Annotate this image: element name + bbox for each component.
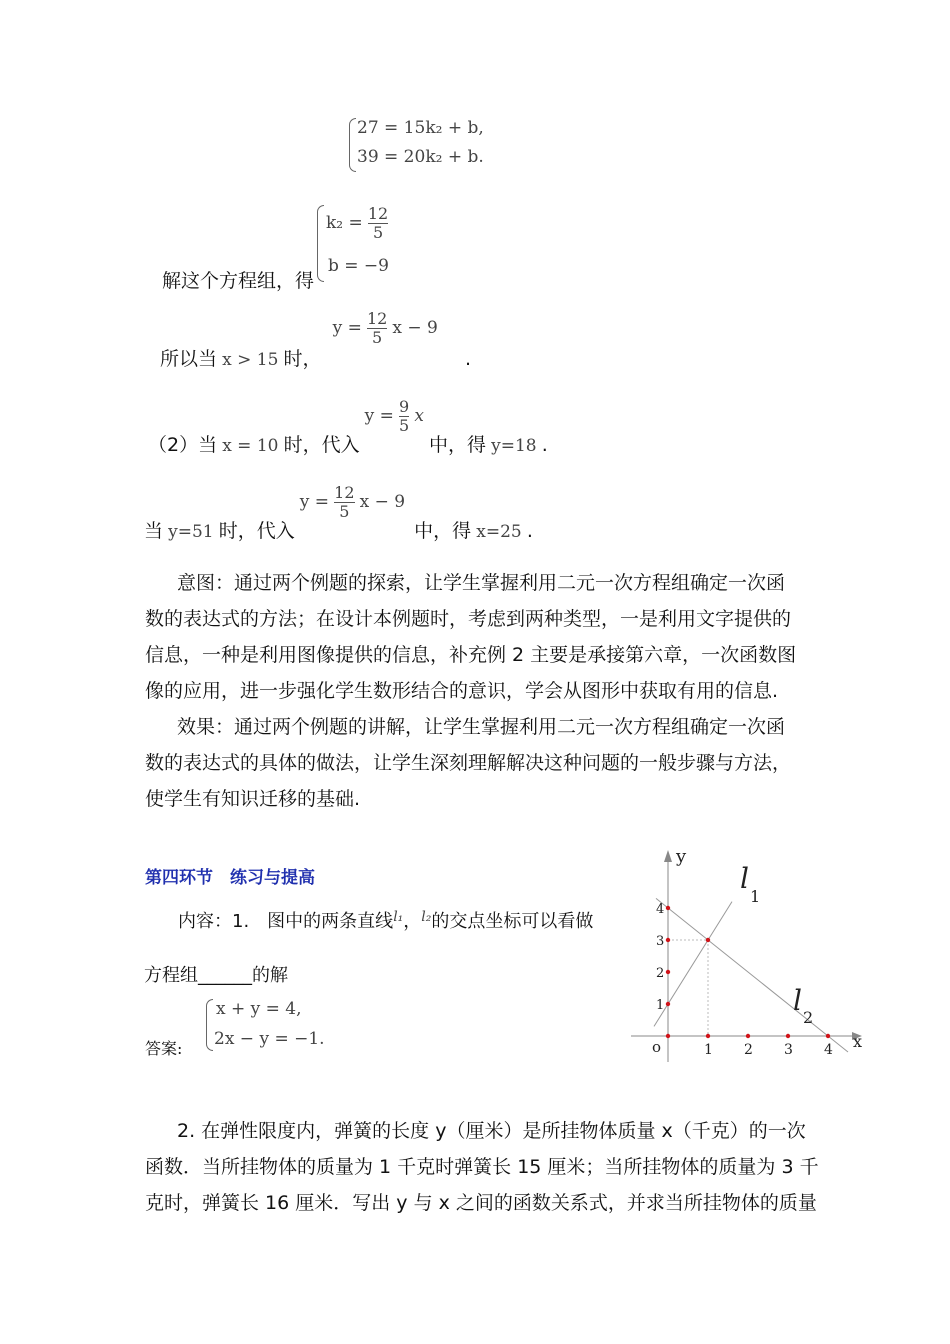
intent-line: 数的表达式的方法；在设计本例题时，考虑到两种类型，一是利用文字提供的 (145, 608, 792, 630)
grid-point (666, 1002, 670, 1006)
y-tick-label: 2 (656, 966, 665, 981)
q1-prefix: 内容：1. 图中的两条直线 (178, 911, 394, 932)
so-when-ylhs: y = (332, 318, 362, 338)
part3-suffix: 中，得 (414, 520, 472, 542)
solution-brace (317, 205, 324, 282)
y-axis-arrow (664, 850, 672, 862)
part2-rest: x (414, 406, 424, 426)
answer-label: 答案: (145, 1039, 183, 1058)
effect-line: 数的表达式的具体的做法，让学生深刻理解解决这种问题的一般步骤与方法， (145, 752, 792, 774)
part3-den: 5 (339, 502, 350, 521)
part3-cond: y=51 (168, 522, 214, 542)
line-l1-label: l (740, 862, 749, 895)
q1-line1 (178, 907, 593, 933)
so-when-mid: 时， (283, 348, 322, 370)
q1-l1: l₁ (393, 909, 404, 925)
q1-line2: 方程组______的解 (144, 965, 288, 986)
k2-numerator: 12 (367, 204, 389, 223)
q2-paragraph (145, 1113, 819, 1221)
intent-paragraph (145, 565, 810, 709)
solve-label: 解这个方程组，得 (162, 270, 315, 292)
intent-line: 意图：通过两个例题的探索，让学生掌握利用二元一次方程组确定一次函 (177, 572, 786, 594)
intent-line: 像的应用，进一步强化学生数形结合的意识，学会从图形中获取有用的信息. (145, 680, 779, 702)
effect-line: 效果：通过两个例题的讲解，让学生掌握利用二元一次方程组确定一次函 (177, 716, 786, 738)
system-eq2: 39 = 20k₂ + b. (357, 147, 484, 167)
effect-line: 使学生有知识迁移的基础. (145, 788, 361, 810)
k2-fraction (368, 205, 388, 242)
k2-denominator: 5 (372, 223, 384, 242)
y-tick-label: 1 (656, 998, 665, 1013)
q1-suffix: 的交点坐标可以看做 (431, 911, 594, 932)
so-when-den: 5 (372, 328, 383, 347)
line-l2 (656, 898, 848, 1052)
part3-prefix: 当 (144, 520, 164, 542)
part2-cond: x = 10 (222, 436, 279, 456)
y-tick-label: 4 (656, 902, 665, 917)
section-title: 第四环节 练习与提高 (145, 868, 315, 888)
x-tick-label: 4 (824, 1042, 833, 1058)
effect-paragraph (145, 709, 810, 817)
q2-line: 克时，弹簧长 16 厘米．写出 y 与 x 之间的函数关系式，并求当所挂物体的质量 (145, 1192, 817, 1214)
grid-point (666, 970, 670, 974)
y-axis-label: y (676, 846, 687, 867)
grid-point (706, 938, 710, 942)
part2-mid: 时，代入 (283, 434, 360, 456)
part3-line (144, 483, 533, 542)
x-tick-label: 3 (784, 1042, 793, 1058)
grid-point (706, 1034, 710, 1038)
line-l2-label: l (793, 984, 802, 1017)
part2-result: y=18 (491, 436, 537, 456)
grid-point (666, 1034, 670, 1038)
part2-num: 9 (399, 397, 410, 416)
grid-point (826, 1034, 830, 1038)
answer-brace (206, 999, 213, 1051)
grid-point (666, 938, 670, 942)
solution-b: b = −9 (328, 256, 389, 276)
part3-fraction (334, 484, 354, 521)
solution-k2 (326, 205, 388, 242)
y-tick-label: 3 (656, 934, 665, 949)
part2-fraction (399, 398, 409, 435)
part2-ylhs: y = (364, 406, 394, 426)
answer-eq2: 2x − y = −1. (214, 1029, 325, 1049)
part2-line (148, 397, 548, 456)
grid-point (666, 906, 670, 910)
answer-eq1: x + y = 4, (216, 999, 302, 1019)
q1-l2: l₂ (421, 909, 432, 925)
part2-suffix: 中，得 (429, 434, 487, 456)
coordinate-graph (626, 840, 866, 1075)
x-tick-label: 2 (744, 1042, 753, 1058)
part3-rest: x − 9 (359, 492, 406, 512)
so-when-end: . (464, 348, 472, 370)
part3-mid: 时，代入 (218, 520, 295, 542)
system-brace (349, 118, 356, 172)
line-l2-subscript: 2 (803, 1008, 814, 1027)
so-when-fraction (367, 310, 387, 347)
part3-num: 12 (334, 483, 355, 502)
intent-line: 信息，一种是利用图像提供的信息，补充例 2 主要是承接第六章，一次函数图 (145, 644, 797, 666)
part3-end: . (526, 520, 533, 542)
origin-label: o (652, 1038, 662, 1056)
line-l1 (654, 902, 732, 1027)
q2-line: 2. 在弹性限度内，弹簧的长度 y（厘米）是所挂物体质量 x（千克）的一次 (177, 1120, 806, 1142)
line-l1-subscript: 1 (750, 887, 761, 906)
so-when-num: 12 (366, 309, 388, 328)
part2-end: . (541, 434, 548, 456)
q1-comma: ， (403, 911, 422, 932)
x-axis-label: x (853, 1032, 863, 1051)
part3-ylhs: y = (299, 492, 330, 512)
system-eq1: 27 = 15k₂ + b, (357, 118, 484, 138)
so-when-line (160, 309, 472, 370)
x-tick-label: 1 (704, 1042, 713, 1058)
so-when-rest: x − 9 (392, 318, 438, 338)
part2-prefix: （2）当 (148, 434, 218, 456)
k2-lhs: k₂ = (326, 213, 363, 233)
so-when-prefix: 所以当 (160, 348, 218, 370)
grid-point (786, 1034, 790, 1038)
grid-point (746, 1034, 750, 1038)
so-when-cond: x > 15 (222, 350, 279, 370)
q2-line: 函数．当所挂物体的质量为 1 千克时弹簧长 15 厘米；当所挂物体的质量为 3 千 (145, 1156, 819, 1178)
part2-den: 5 (399, 416, 410, 435)
part3-result: x=25 (476, 522, 522, 542)
